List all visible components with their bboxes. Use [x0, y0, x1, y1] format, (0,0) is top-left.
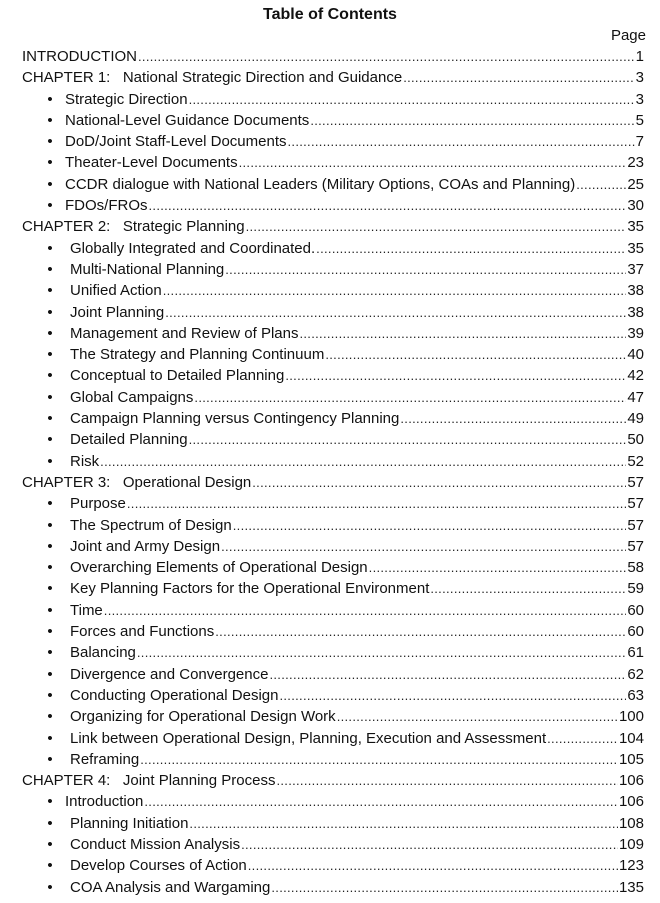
- dot-leader: [547, 728, 618, 749]
- toc-section-entry[interactable]: [0, 515, 660, 536]
- toc-section-entry[interactable]: [0, 451, 660, 472]
- toc-section-entry[interactable]: [0, 600, 660, 621]
- bullet-icon: •: [47, 835, 53, 853]
- toc-entry-page-number: 57: [627, 537, 644, 555]
- dot-leader: [337, 706, 618, 727]
- bullet-icon: •: [47, 601, 53, 619]
- dot-leader: [137, 642, 626, 663]
- toc-entry-label: Multi-National Planning: [70, 260, 225, 278]
- dot-leader: [285, 365, 626, 386]
- dot-leader: [225, 259, 626, 280]
- dot-leader: [221, 536, 626, 557]
- dot-leader: [252, 472, 626, 493]
- dot-leader: [325, 344, 626, 365]
- toc-section-entry[interactable]: [0, 749, 660, 770]
- toc-entry-page-number: 3: [635, 69, 644, 87]
- dot-leader: [400, 408, 626, 429]
- toc-entry-page-number: 106: [618, 793, 644, 811]
- dot-leader: [194, 387, 626, 408]
- bullet-icon: •: [47, 282, 53, 300]
- toc-entry-page-number: 62: [627, 665, 644, 683]
- dot-leader: [239, 152, 627, 173]
- dot-leader: [248, 855, 618, 876]
- dot-leader: [403, 67, 634, 88]
- bullet-icon: •: [47, 537, 53, 555]
- toc-entry-label: Overarching Elements of Operational Design: [70, 559, 368, 577]
- dot-leader: [149, 195, 627, 216]
- toc-entry-label: Key Planning Factors for the Operational Environment: [70, 580, 430, 598]
- toc-entry-page-number: 106: [618, 772, 644, 790]
- dot-leader: [163, 280, 627, 301]
- bullet-icon: •: [47, 750, 53, 768]
- toc-entry-page-number: 30: [627, 197, 644, 215]
- toc-section-entry[interactable]: [0, 110, 660, 131]
- toc-section-entry[interactable]: [0, 408, 660, 429]
- toc-entry-page-number: 42: [627, 367, 644, 385]
- toc-entry-page-number: 63: [627, 686, 644, 704]
- bullet-icon: •: [47, 431, 53, 449]
- toc-entry-label: COA Analysis and Wargaming: [70, 878, 271, 896]
- toc-entry-label: Divergence and Convergence: [70, 665, 269, 683]
- toc-entry-page-number: 100: [618, 708, 644, 726]
- bullet-icon: •: [47, 452, 53, 470]
- bullet-icon: •: [47, 580, 53, 598]
- toc-entry-page-number: 5: [635, 111, 644, 129]
- toc-section-entry[interactable]: [0, 578, 660, 599]
- dot-leader: [576, 174, 626, 195]
- bullet-icon: •: [47, 324, 53, 342]
- dot-leader: [144, 791, 618, 812]
- toc-entry-label: Unified Action: [70, 282, 162, 300]
- toc-entry-page-number: 35: [627, 218, 644, 236]
- toc-section-entry[interactable]: [0, 493, 660, 514]
- dot-leader: [269, 664, 626, 685]
- bullet-icon: •: [47, 154, 53, 172]
- toc-chapter-entry[interactable]: [0, 67, 660, 88]
- toc-section-entry[interactable]: [0, 706, 660, 727]
- toc-section-entry[interactable]: [0, 131, 660, 152]
- toc-entry-label: Joint Planning: [70, 303, 165, 321]
- toc-entry-page-number: 57: [627, 495, 644, 513]
- toc-entry-page-number: 57: [627, 516, 644, 534]
- toc-entry-page-number: 38: [627, 282, 644, 300]
- toc-entry-label: Conduct Mission Analysis: [70, 835, 241, 853]
- toc-entry-label: CHAPTER 4: Joint Planning Process: [22, 772, 276, 790]
- dot-leader: [241, 834, 618, 855]
- dot-leader: [276, 770, 618, 791]
- bullet-icon: •: [47, 878, 53, 896]
- toc-section-entry[interactable]: [0, 302, 660, 323]
- bullet-icon: •: [47, 857, 53, 875]
- bullet-icon: •: [47, 346, 53, 364]
- toc-entry-page-number: 50: [627, 431, 644, 449]
- bullet-icon: •: [47, 197, 53, 215]
- toc-section-entry[interactable]: [0, 89, 660, 110]
- toc-entry-page-number: 108: [618, 814, 644, 832]
- dot-leader: [246, 216, 627, 237]
- bullet-icon: •: [47, 729, 53, 747]
- toc-entry-label: Conceptual to Detailed Planning: [70, 367, 285, 385]
- toc-section-entry[interactable]: [0, 664, 660, 685]
- toc-entry-page-number: 1: [635, 48, 644, 65]
- toc-entry-page-number: 47: [627, 388, 644, 406]
- toc-entry-page-number: 105: [618, 750, 644, 768]
- toc-entry-label: Forces and Functions: [70, 623, 215, 641]
- dot-leader: [316, 238, 626, 259]
- page-column-label: Page: [610, 27, 646, 44]
- dot-leader: [288, 131, 635, 152]
- toc-entry-label: Link between Operational Design, Planning, Execution and Assessment: [70, 729, 547, 747]
- toc-section-entry[interactable]: [0, 195, 660, 216]
- toc-entry-page-number: 49: [627, 410, 644, 428]
- dot-leader: [189, 429, 627, 450]
- bullet-icon: •: [47, 260, 53, 278]
- toc-entry-page-number: 104: [618, 729, 644, 747]
- dot-leader: [369, 557, 627, 578]
- dot-leader: [233, 515, 627, 536]
- bullet-icon: •: [47, 665, 53, 683]
- toc-section-entry[interactable]: [0, 813, 660, 834]
- toc-entry-label: CHAPTER 1: National Strategic Direction and Guidance: [22, 69, 403, 87]
- bullet-icon: •: [47, 239, 53, 257]
- toc-section-entry[interactable]: [0, 877, 660, 898]
- toc-section-entry[interactable]: [0, 685, 660, 706]
- toc-entry-page-number: 123: [618, 857, 644, 875]
- bullet-icon: •: [47, 623, 53, 641]
- toc-section-entry[interactable]: [0, 642, 660, 663]
- toc-entry-label: DoD/Joint Staff-Level Documents: [65, 133, 287, 151]
- bullet-icon: •: [47, 303, 53, 321]
- toc-entry-label: Purpose: [70, 495, 126, 513]
- toc-section-entry[interactable]: [0, 280, 660, 301]
- toc-section-entry[interactable]: [0, 791, 660, 812]
- toc-section-entry[interactable]: [0, 621, 660, 642]
- bullet-icon: •: [47, 133, 53, 151]
- bullet-icon: •: [47, 559, 53, 577]
- toc-entry-page-number: 52: [627, 452, 644, 470]
- toc-entry-label: Management and Review of Plans: [70, 324, 299, 342]
- toc-entry-label: Introduction: [65, 793, 144, 811]
- toc-section-entry[interactable]: [0, 259, 660, 280]
- toc-entry-page-number: 3: [635, 90, 644, 108]
- toc-entry-label: Risk: [70, 452, 100, 470]
- bullet-icon: •: [47, 793, 53, 811]
- toc-entry-label: CCDR dialogue with National Leaders (Military Options, COAs and Planning): [65, 175, 576, 193]
- toc-section-entry[interactable]: [0, 557, 660, 578]
- bullet-icon: •: [47, 388, 53, 406]
- toc-entry-page-number: 60: [627, 623, 644, 641]
- toc-entry-page-number: 39: [627, 324, 644, 342]
- dot-leader: [140, 749, 618, 770]
- toc-section-entry[interactable]: [0, 344, 660, 365]
- toc-entry-page-number: 40: [627, 346, 644, 364]
- toc-entry-label: Planning Initiation: [70, 814, 189, 832]
- toc-entry-label: CHAPTER 3: Operational Design: [22, 473, 252, 491]
- bullet-icon: •: [47, 175, 53, 193]
- toc-list: [0, 46, 660, 898]
- toc-entry-label: Joint and Army Design: [70, 537, 221, 555]
- toc-entry-page-number: 23: [627, 154, 644, 172]
- toc-chapter-entry[interactable]: [0, 472, 660, 493]
- dot-leader: [189, 89, 635, 110]
- toc-entry-label: INTRODUCTION: [22, 48, 137, 65]
- toc-section-entry[interactable]: [0, 536, 660, 557]
- toc-section-entry[interactable]: [0, 152, 660, 173]
- dot-leader: [279, 685, 626, 706]
- toc-entry-label: CHAPTER 2: Strategic Planning: [22, 218, 245, 236]
- toc-entry-label: Develop Courses of Action: [70, 857, 247, 875]
- dot-leader: [165, 302, 626, 323]
- toc-entry-label: Time: [70, 601, 103, 619]
- toc-title: Table of Contents: [263, 6, 397, 23]
- toc-entry-page-number: 25: [627, 175, 644, 193]
- toc-chapter-entry[interactable]: [0, 770, 660, 791]
- dot-leader: [299, 323, 626, 344]
- toc-section-entry[interactable]: [0, 387, 660, 408]
- toc-entry-page-number: 37: [627, 260, 644, 278]
- dot-leader: [104, 600, 627, 621]
- toc-chapter-entry[interactable]: [0, 46, 660, 67]
- toc-section-entry[interactable]: [0, 323, 660, 344]
- toc-section-entry[interactable]: [0, 238, 660, 259]
- toc-entry-label: Campaign Planning versus Contingency Planning: [70, 410, 400, 428]
- toc-section-entry[interactable]: [0, 365, 660, 386]
- dot-leader: [189, 813, 618, 834]
- bullet-icon: •: [47, 644, 53, 662]
- bullet-icon: •: [47, 814, 53, 832]
- toc-entry-label: Conducting Operational Design: [70, 686, 279, 704]
- dot-leader: [310, 110, 634, 131]
- toc-entry-page-number: 38: [627, 303, 644, 321]
- bullet-icon: •: [47, 367, 53, 385]
- dot-leader: [100, 451, 626, 472]
- toc-section-entry[interactable]: [0, 429, 660, 450]
- toc-section-entry[interactable]: [0, 834, 660, 855]
- toc-entry-label: FDOs/FROs: [65, 197, 148, 215]
- toc-entry-page-number: 59: [627, 580, 644, 598]
- dot-leader: [430, 578, 626, 599]
- toc-entry-label: Global Campaigns: [70, 388, 194, 406]
- toc-entry-page-number: 57: [627, 473, 644, 491]
- toc-entry-label: Balancing: [70, 644, 136, 662]
- toc-entry-page-number: 60: [627, 601, 644, 619]
- toc-entry-page-number: 135: [618, 878, 644, 896]
- toc-entry-label: Reframing: [70, 750, 140, 768]
- bullet-icon: •: [47, 686, 53, 704]
- dot-leader: [215, 621, 626, 642]
- toc-entry-page-number: 61: [627, 644, 644, 662]
- toc-entry-label: Theater-Level Documents: [65, 154, 238, 172]
- toc-entry-page-number: 35: [627, 239, 644, 257]
- toc-entry-page-number: 58: [627, 559, 644, 577]
- toc-entry-label: Globally Integrated and Coordinated.: [70, 239, 316, 257]
- bullet-icon: •: [47, 410, 53, 428]
- toc-chapter-entry[interactable]: [0, 216, 660, 237]
- toc-section-entry[interactable]: [0, 855, 660, 876]
- toc-entry-label: National-Level Guidance Documents: [65, 111, 310, 129]
- toc-entry-label: The Strategy and Planning Continuum: [70, 346, 325, 364]
- bullet-icon: •: [47, 516, 53, 534]
- dot-leader: [127, 493, 626, 514]
- toc-entry-label: The Spectrum of Design: [70, 516, 232, 534]
- dot-leader: [271, 877, 618, 898]
- toc-section-entry[interactable]: [0, 728, 660, 749]
- toc-entry-page-number: 7: [635, 133, 644, 151]
- toc-entry-page-number: 109: [618, 835, 644, 853]
- bullet-icon: •: [47, 708, 53, 726]
- bullet-icon: •: [47, 111, 53, 129]
- toc-entry-label: Detailed Planning: [70, 431, 188, 449]
- toc-entry-label: Strategic Direction: [65, 90, 188, 108]
- toc-entry-label: Organizing for Operational Design Work: [70, 708, 336, 726]
- bullet-icon: •: [47, 495, 53, 513]
- bullet-icon: •: [47, 90, 53, 108]
- toc-section-entry[interactable]: [0, 174, 660, 195]
- dot-leader: [138, 46, 635, 67]
